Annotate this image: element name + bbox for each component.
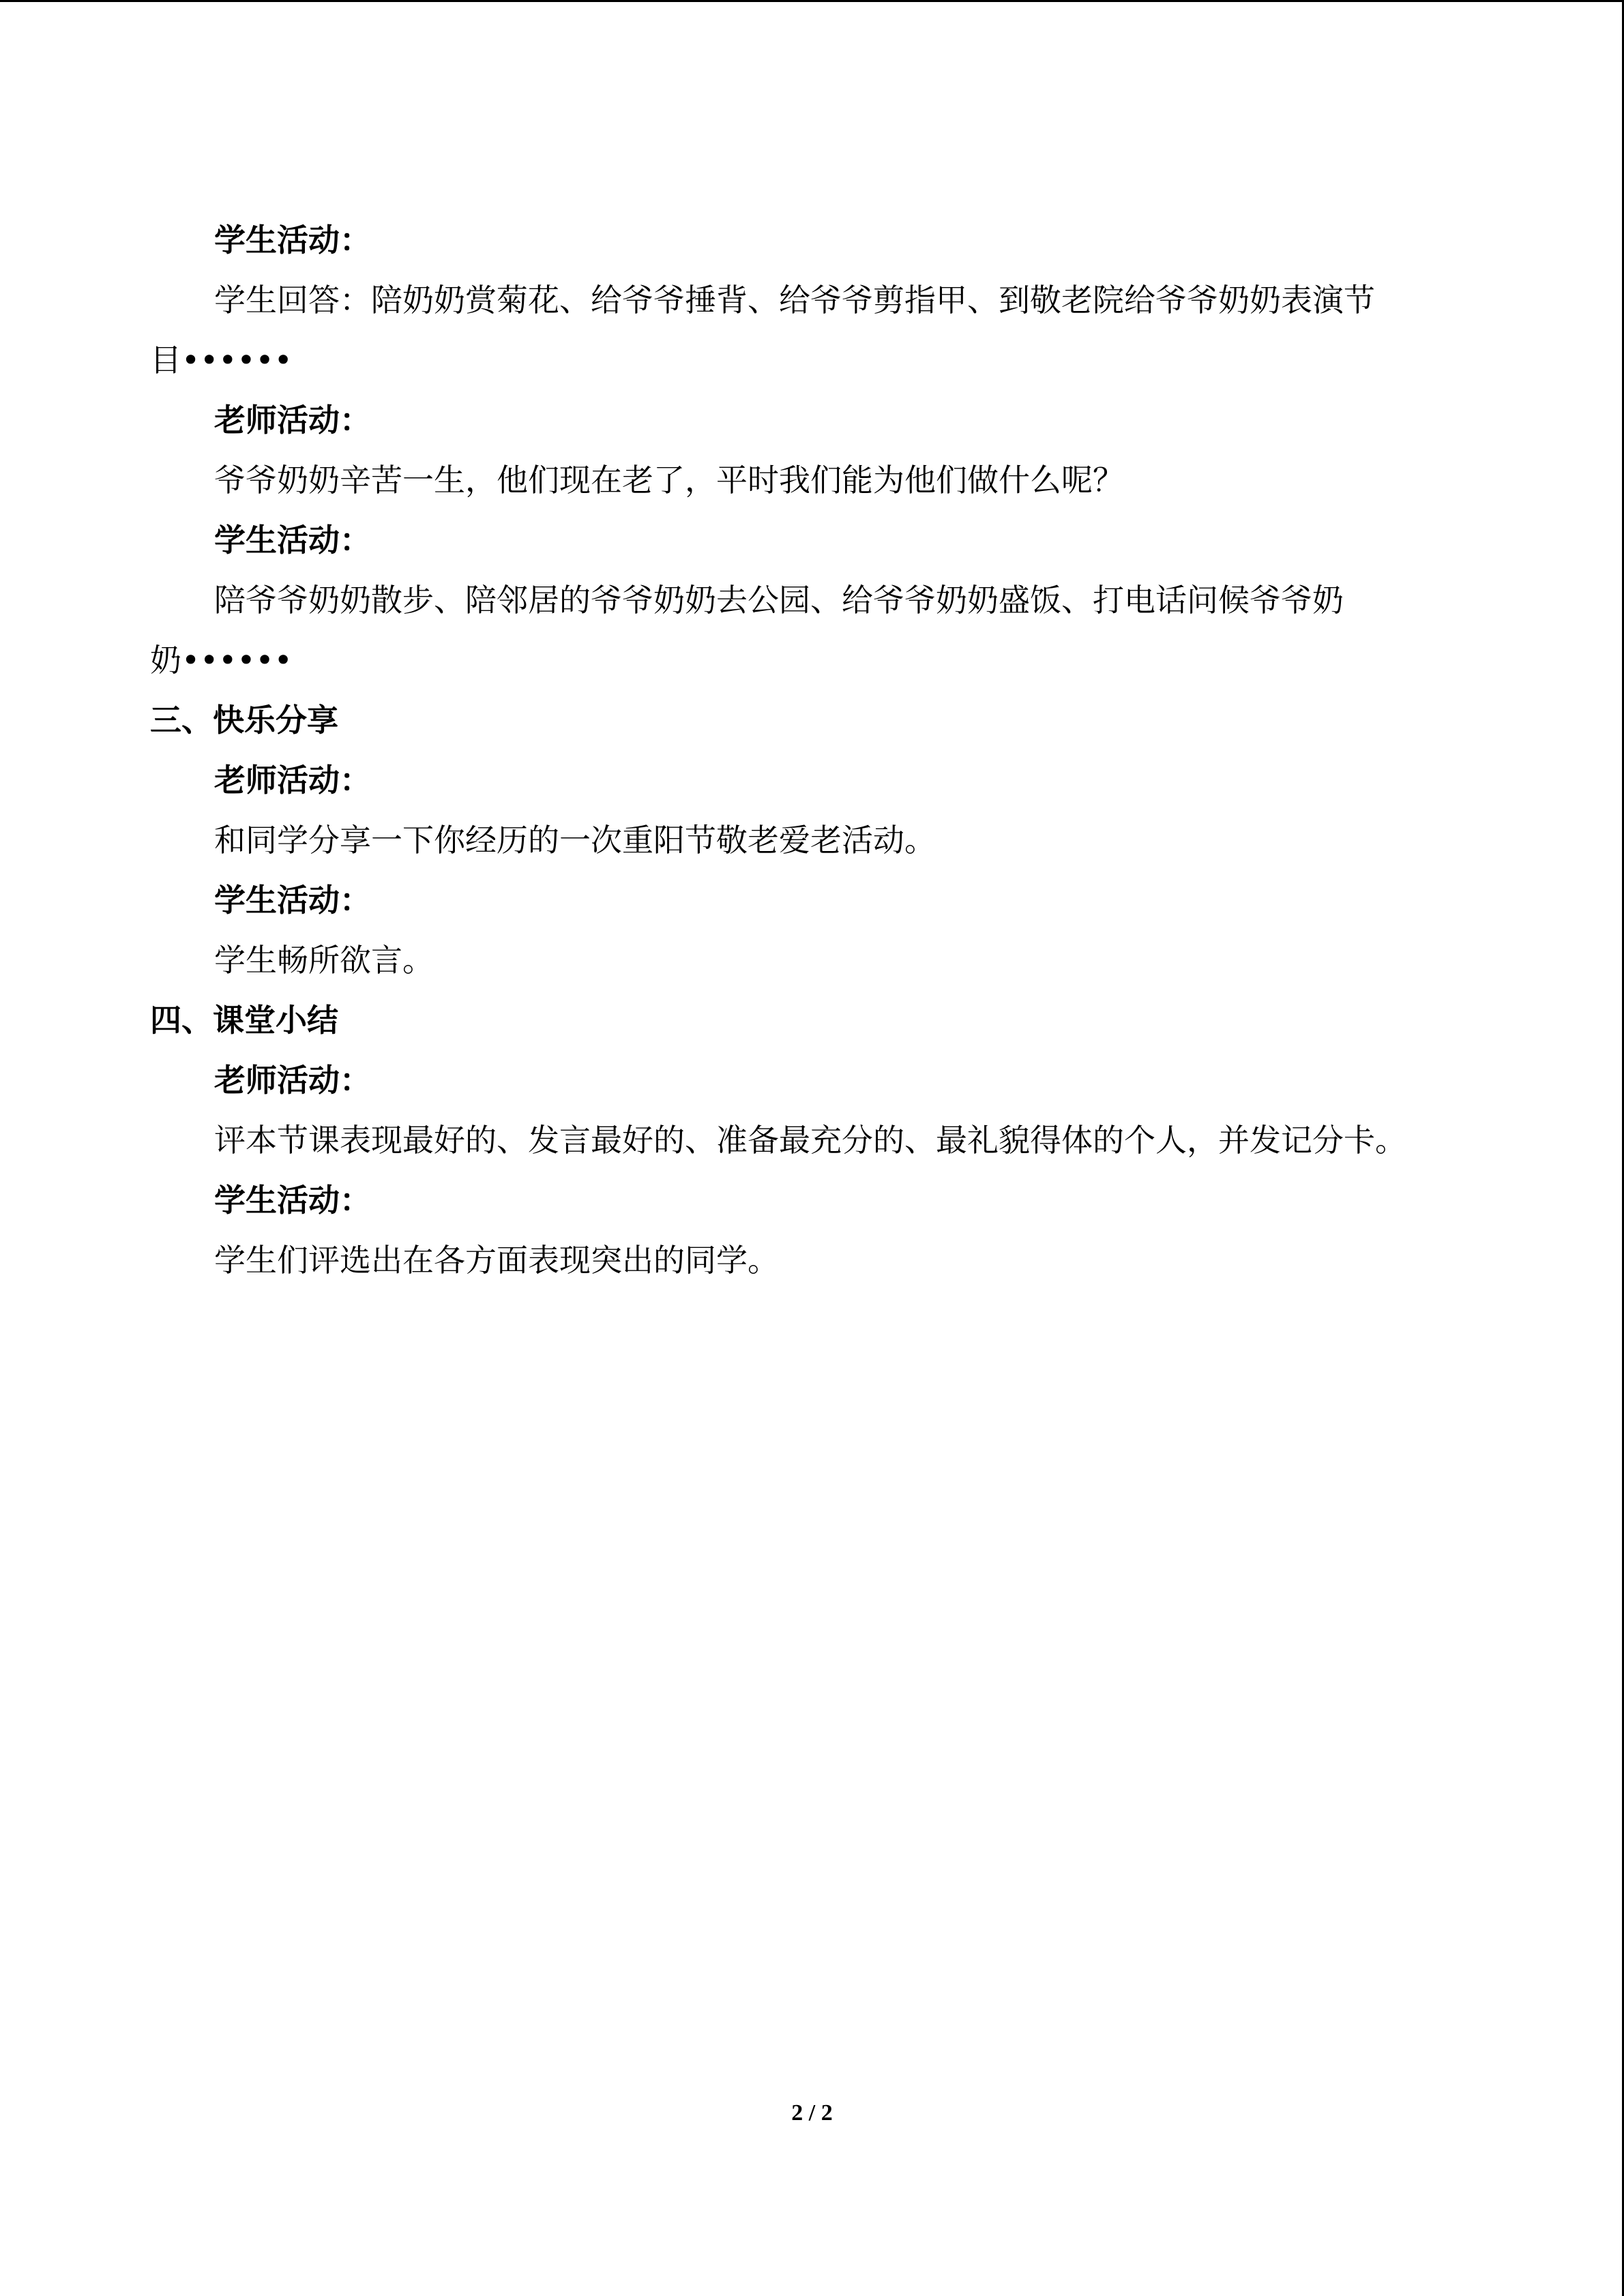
student-activity-label: 学生活动： bbox=[214, 1182, 371, 1219]
document-body bbox=[150, 210, 1487, 1290]
student-answer-continuation: 目•••••• bbox=[150, 342, 293, 378]
section-heading-happy-sharing: 三、快乐分享 bbox=[150, 702, 338, 739]
student-answer-text: 陪爷爷奶奶散步、陪邻居的爷爷奶奶去公园、给爷爷奶奶盛饭、打电话问候爷爷奶 bbox=[214, 582, 1344, 618]
student-answer-text: 学生回答：陪奶奶赏菊花、给爷爷捶背、给爷爷剪指甲、到敬老院给爷爷奶奶表演节 bbox=[214, 282, 1375, 318]
student-response-text: 学生们评选出在各方面表现突出的同学。 bbox=[214, 1242, 779, 1279]
page-number: 2 / 2 bbox=[791, 2100, 833, 2126]
student-activity-label: 学生活动： bbox=[214, 222, 371, 258]
teacher-question-text: 爷爷奶奶辛苦一生，他们现在老了，平时我们能为他们做什么呢？ bbox=[214, 462, 1124, 498]
teacher-activity-label: 老师活动： bbox=[214, 762, 371, 799]
top-border-line bbox=[0, 0, 1624, 2]
teacher-activity-label: 老师活动： bbox=[214, 402, 371, 438]
student-response-text: 学生畅所欲言。 bbox=[214, 942, 434, 979]
teacher-instruction-text: 和同学分享一下你经历的一次重阳节敬老爱老活动。 bbox=[214, 822, 936, 859]
teacher-instruction-text: 评本节课表现最好的、发言最好的、准备最充分的、最礼貌得体的个人，并发记分卡。 bbox=[214, 1122, 1406, 1159]
teacher-activity-label: 老师活动： bbox=[214, 1062, 371, 1099]
section-heading-class-summary: 四、课堂小结 bbox=[150, 1002, 338, 1039]
student-activity-label: 学生活动： bbox=[214, 522, 371, 558]
student-answer-continuation: 奶•••••• bbox=[150, 642, 293, 679]
student-activity-label: 学生活动： bbox=[214, 882, 371, 919]
